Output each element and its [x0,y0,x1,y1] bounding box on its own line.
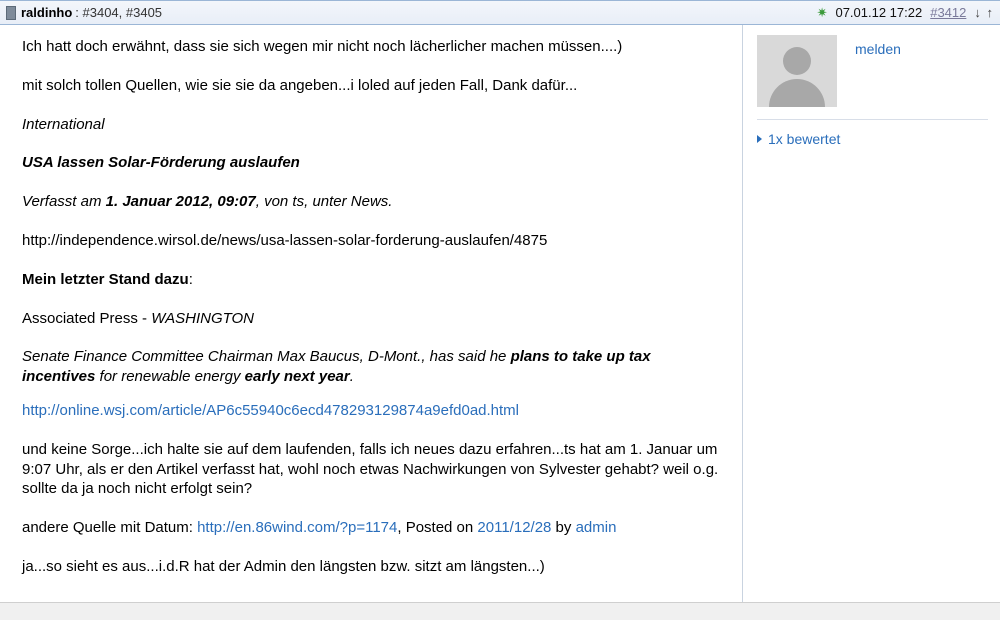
post-header [0,0,1000,25]
post-timestamp: 07.01.12 17:22 [835,5,923,20]
quote-part-1: Senate Finance Committee Chairman Max Baucus, D-Mont., has said he [22,348,511,366]
post-marker-icon [6,6,16,20]
post-nav-arrows[interactable]: ↓ ↑ [974,5,994,20]
post-sidebar [742,25,1000,619]
post-paragraph: mit solch tollen Quellen, wie sie sie da angeben...i loled auf jeden Fall, Dank dafür... [22,76,578,94]
byline-date: 1. Januar 2012, 09:07 [105,193,256,211]
quote-part-5: . [349,368,354,386]
other-source-date[interactable]: 2011/12/28 [477,519,552,537]
other-source-link[interactable]: http://en.86wind.com/?p=1174 [197,519,398,537]
post-paragraph-stand [22,270,724,290]
wsj-article-link[interactable]: http://online.wsj.com/article/AP6c55940c6ecd478293129874a9efd0ad.html [22,401,520,419]
quote-part-4: early next year [244,368,350,386]
post-paragraph-other-source [22,518,724,538]
source-agency: Associated Press - [22,309,152,327]
sidebar-top [757,35,988,120]
post-paragraph-url-plain: http://independence.wirsol.de/news/usa-lassen-solar-forderung-auslaufen/4875 [22,231,548,249]
post-author[interactable]: raldinho [21,5,73,20]
other-source-by: by [551,519,576,537]
quote-part-2: plans to take up tax incentives [22,348,651,386]
post-paragraph-byline [22,192,724,212]
avatar [757,35,837,107]
post-paragraph-source [22,309,724,329]
rating-row[interactable] [757,131,988,147]
report-link[interactable]: melden [855,41,901,57]
avatar-head-icon [783,47,811,75]
post-paragraph-closing: ja...so sieht es aus...i.d.R hat der Admin den längsten bzw. sitzt am längsten...) [22,557,545,575]
triangle-right-icon [757,135,762,143]
post-paragraph-headline: USA lassen Solar-Förderung auslaufen [22,154,300,172]
post-header-right [817,5,994,20]
avatar-body-icon [769,79,825,107]
post-permalink[interactable]: #3412 [930,5,967,20]
quote-part-3: for renewable energy [95,368,245,386]
post-paragraph-comment: und keine Sorge...ich halte sie auf dem laufenden, falls ich neues dazu erfahren...ts hat am 1. Januar um 9:07 Uhr, als er den Artikel verfasst hat, wohl noch etwas Nachwirkungen von Sylvester gehabt? weil o.g. sollte da ja noch nicht erfolgt sein? [22,440,719,498]
post-content [0,25,742,619]
byline-suffix: , von ts, unter News. [255,193,393,211]
stand-label: Mein letzter Stand dazu [22,270,189,288]
post-paragraph-quote [22,347,724,387]
other-source-author[interactable]: admin [575,519,617,537]
footer-strip [0,602,1000,620]
source-city: WASHINGTON [151,309,255,327]
post-paragraph: Ich hatt doch erwähnt, dass sie sich wegen mir nicht noch lächerlicher machen müssen....) [22,38,623,55]
post-paragraph-international: International [22,115,105,133]
other-source-prefix: andere Quelle mit Datum: [22,519,198,537]
other-source-posted: , Posted on [397,519,478,537]
post-paragraph-wsj-link [22,401,724,421]
byline-prefix: Verfasst am [22,193,106,211]
star-icon[interactable]: ✷ [816,5,828,20]
post-body [0,25,1000,619]
post-numbers: : #3404, #3405 [75,5,163,20]
post-header-left [6,5,817,20]
rating-label[interactable]: 1x bewertet [768,131,841,147]
stand-colon: : [188,270,193,288]
